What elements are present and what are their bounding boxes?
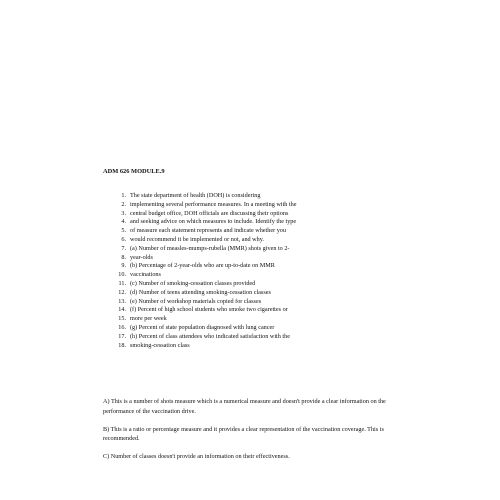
line-number: 15.: [118, 315, 126, 323]
line-number: 12.: [118, 288, 126, 296]
numbered-line: [108, 210, 297, 219]
numbered-line: [108, 262, 297, 271]
line-number: 6.: [121, 235, 126, 243]
numbered-line: [108, 306, 297, 315]
line-number: 9.: [121, 262, 126, 270]
line-text: year-olds: [130, 253, 153, 261]
numbered-line: [108, 236, 297, 245]
line-text: smoking-cessation class: [130, 341, 190, 349]
line-text: The state department of health (DOH) is considering: [130, 192, 261, 199]
line-number: 3.: [121, 209, 126, 217]
line-number: 5.: [121, 227, 126, 235]
answer-c: C) Number of classes doesn't provide an information on their effectiveness.: [103, 453, 290, 460]
line-text: (b) Percentage of 2-year-olds who are up-to-date on MMR: [130, 262, 275, 270]
numbered-line: [108, 342, 297, 351]
line-number: 17.: [118, 332, 126, 340]
numbered-line: [108, 201, 297, 210]
line-number: 14.: [118, 306, 126, 314]
answers-section: [103, 397, 403, 470]
line-text: (g) Percent of state population diagnosed with lung cancer: [130, 323, 275, 331]
numbered-line: [108, 298, 297, 307]
line-number: 8.: [121, 253, 126, 261]
line-number: 7.: [121, 244, 126, 252]
line-text: implementing several performance measures. In a meeting with the: [130, 200, 297, 208]
numbered-line: [108, 192, 297, 201]
numbered-line: [108, 271, 297, 280]
line-text: (e) Number of workshop materials copied for classes: [130, 297, 262, 305]
line-number: 18.: [118, 341, 126, 349]
line-number: 4.: [121, 218, 126, 226]
numbered-line: [108, 227, 297, 236]
numbered-line: [108, 254, 297, 263]
numbered-line: [108, 218, 297, 227]
answer-a: A) This is a number of shots measure which is a numerical measure and doesn't provide a clear information on the performance of the vaccination drive.: [103, 398, 386, 415]
document-title: ADM 626 MODULE.9: [103, 168, 165, 175]
line-text: would recommend it be implemented or not, and why.: [130, 235, 264, 243]
line-text: (c) Number of smoking-cessation classes provided: [130, 279, 256, 287]
numbered-line: [108, 324, 297, 333]
answer-b: B) This is a ratio or percentage measure and it provides a clear representation of the vaccination coverage. This is recommended.: [103, 425, 384, 442]
line-text: (d) Number of teens attending smoking-cessation classes: [130, 288, 271, 296]
line-text: and seeking advice on which measures to include. Identify the type: [130, 218, 297, 226]
line-number: 16.: [118, 323, 126, 331]
line-text: more per week: [130, 315, 167, 323]
numbered-line: [108, 315, 297, 324]
numbered-line: [108, 333, 297, 342]
numbered-line: [108, 280, 297, 289]
line-number: 13.: [118, 297, 126, 305]
line-text: (a) Number of measles-mumps-rubella (MMR) shots given to 2-: [130, 244, 290, 252]
line-text: vaccinations: [130, 271, 161, 279]
line-text: (h) Percent of class attendees who indicated satisfaction with the: [130, 332, 290, 340]
line-number: 11.: [118, 279, 126, 287]
question-lines: [108, 192, 297, 350]
line-number: 2.: [121, 200, 126, 208]
numbered-line: [108, 289, 297, 298]
numbered-line: [108, 245, 297, 254]
line-text: (f) Percent of high school students who smoke two cigarettes or: [130, 306, 288, 314]
line-number: 1.: [121, 192, 126, 199]
line-text: central budget office, DOH officials are discussing their options: [130, 209, 289, 217]
line-text: of measure each statement represents and indicate whether you: [130, 227, 286, 235]
line-number: 10.: [118, 271, 126, 279]
